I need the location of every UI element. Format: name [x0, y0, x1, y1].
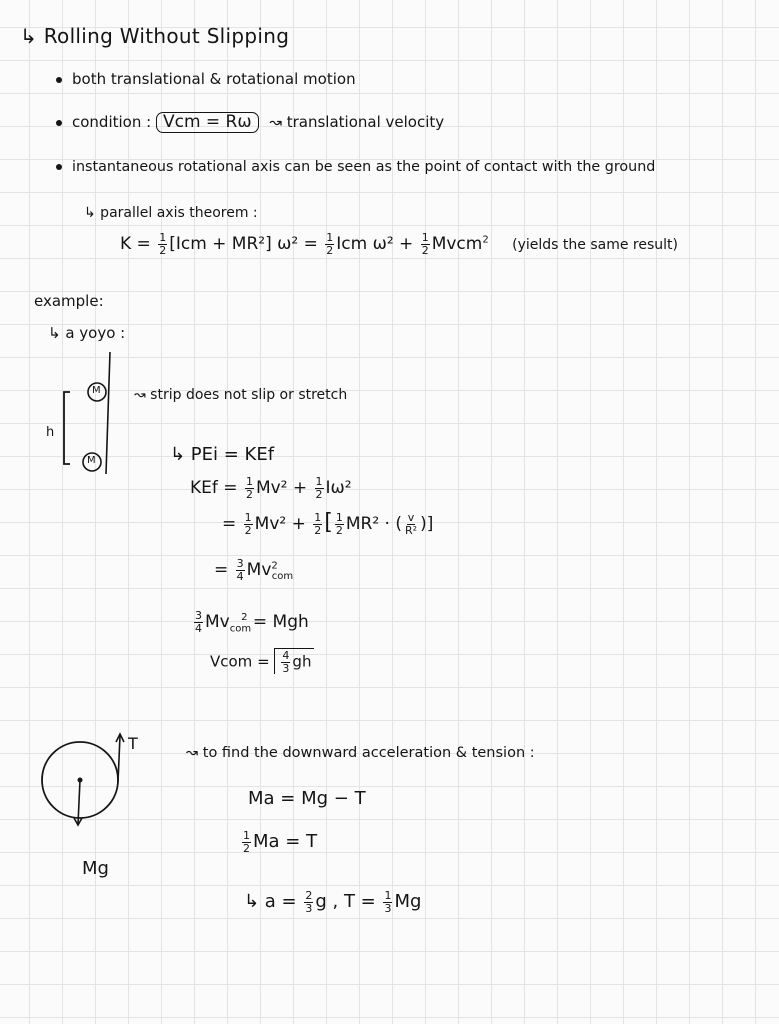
eq-term2: Mvcm — [431, 234, 483, 255]
bullet-icon — [56, 164, 62, 170]
condition-note: translational velocity — [286, 113, 445, 131]
yoyo-diagram — [40, 350, 130, 490]
eq-note: (yields the same result) — [512, 237, 678, 254]
fraction-half: $\frac{1}{2}$ — [159, 231, 167, 257]
arrow-icon: ↳ — [20, 24, 38, 48]
bullet-instantaneous-axis — [56, 160, 655, 174]
tension-label: T — [128, 734, 138, 753]
eq-k: K = — [120, 234, 151, 255]
ke-line-3: = $\frac{3}{4}$ $Mv^2_{com}$ — [214, 557, 294, 583]
height-bracket — [64, 392, 70, 464]
tension-note: ↝ to find the downward acceleration & tension : — [186, 745, 535, 761]
eq-bracket: [Icm + MR²] ω² — [169, 234, 299, 255]
ke-equals-mgh: $\frac{3}{4}$ $Mv_{com}^2$ = Mgh — [195, 609, 309, 635]
bullet-text: instantaneous rotational axis can be seen as the point of contact with the ground — [72, 159, 656, 175]
bullet-condition — [56, 112, 444, 133]
condition-box: Vcm = Rω — [156, 112, 259, 133]
fraction-half: $\frac{1}{2}$ — [326, 231, 334, 257]
string-line — [106, 352, 110, 474]
tension-result: ↳ a = $\frac{2}{3}$ g , T = $\frac{1}{3}$ Mg — [244, 889, 422, 915]
bullet-both-motion — [56, 72, 356, 87]
section-title — [20, 26, 289, 46]
weight-label: Mg — [82, 858, 109, 879]
vcom-result: Vcom = $\frac{4}{3}$ gh — [210, 648, 314, 674]
strip-note: ↝ strip does not slip or stretch — [134, 387, 348, 403]
yoyo-label: ↳ a yoyo : — [48, 324, 126, 342]
mass-label-top: M — [92, 385, 101, 396]
fraction-half: $\frac{1}{2}$ — [421, 231, 429, 257]
bullet-icon — [56, 77, 62, 83]
bullet-text: both translational & rotational motion — [72, 70, 356, 88]
bullet-icon — [56, 120, 62, 126]
eq-equals: = — [303, 234, 324, 255]
mass-label-bottom: M — [87, 455, 96, 466]
example-label: example: — [34, 292, 104, 310]
height-label: h — [46, 425, 55, 440]
bullet-text: condition : — [72, 113, 152, 131]
newton-eq-2: $\frac{1}{2}$ Ma = T — [243, 829, 318, 855]
ke-line-2: = $\frac{1}{2}$ Mv² + $\frac{1}{2}$ [ $\frac{1}{2}$ MR² · ( $\frac{v}{\text{R²}}$ )] — [222, 510, 434, 537]
title-text: Rolling Without Slipping — [43, 24, 290, 48]
kinetic-energy-equation: K = $\frac{1}{2}$ [Icm + MR²] ω² = $\frac{1}{2}$ Icm ω² + $\frac{1}{2}$ Mvcm$^2$ (yields the same result) — [120, 231, 678, 257]
tension-vector — [118, 736, 120, 782]
ke-line-1: KEf = $\frac{1}{2}$ Mv² + $\frac{1}{2}$ Iω² — [190, 475, 352, 501]
energy-conservation: ↳ PEi = KEf — [170, 444, 275, 465]
parallel-axis-label: ↳ parallel axis theorem : — [84, 205, 258, 221]
newton-eq-1: Ma = Mg − T — [248, 788, 366, 809]
eq-term1: Icm ω² — [336, 234, 394, 255]
squiggle-arrow-icon: ↝ — [269, 113, 282, 131]
